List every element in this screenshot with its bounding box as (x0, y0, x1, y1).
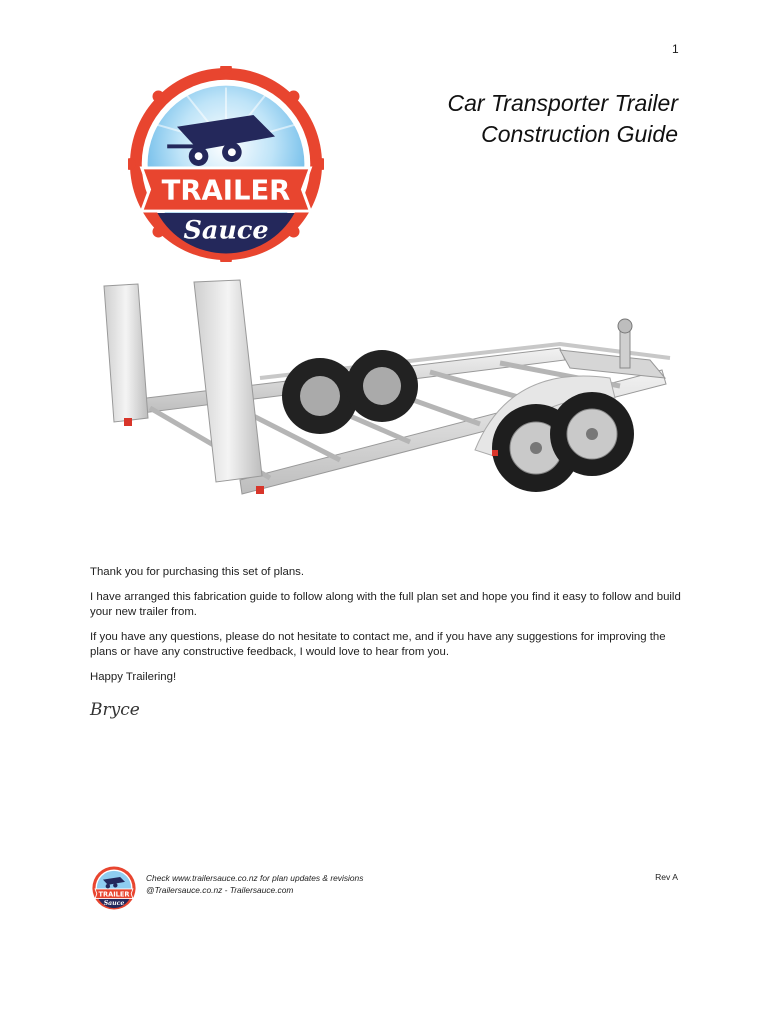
page-number: 1 (672, 42, 679, 56)
paragraph-thanks: Thank you for purchasing this set of plans. (90, 566, 305, 578)
footer-updates-line: Check www.trailersauce.co.nz for plan updates & revisions (146, 873, 364, 883)
logo-word-trailer: TRAILER (161, 175, 291, 207)
footer-contact-line: @Trailersauce.co.nz - Trailersauce.com (146, 885, 294, 895)
body-text (90, 565, 682, 694)
car-transporter-trailer-image (90, 268, 678, 520)
document-title (448, 88, 678, 150)
paragraph-closing: Happy Trailering! (90, 670, 177, 683)
trailer-sauce-logo (128, 66, 324, 262)
paragraph-guide: I have arranged this fabrication guide to follow along with the full plan set and hope you find it easy to follow and build your new trailer from. (90, 590, 681, 618)
title-line-1: Car Transporter Trailer (447, 90, 678, 116)
revision-label: Rev A (655, 872, 678, 882)
paragraph-contact: If you have any questions, please do not hesitate to contact me, and if you have any suggestions for improving the plans or have any constructive feedback, I would love to hear from you. (90, 630, 666, 658)
footer-logo-word-trailer: TRAILER (98, 890, 130, 899)
footer-logo-word-sauce: Sauce (103, 900, 125, 908)
footer-text (146, 872, 363, 896)
footer-logo (92, 866, 136, 910)
signature: Bryce (90, 700, 140, 720)
logo-word-sauce: Sauce (183, 215, 269, 246)
title-line-2: Construction Guide (481, 121, 678, 147)
